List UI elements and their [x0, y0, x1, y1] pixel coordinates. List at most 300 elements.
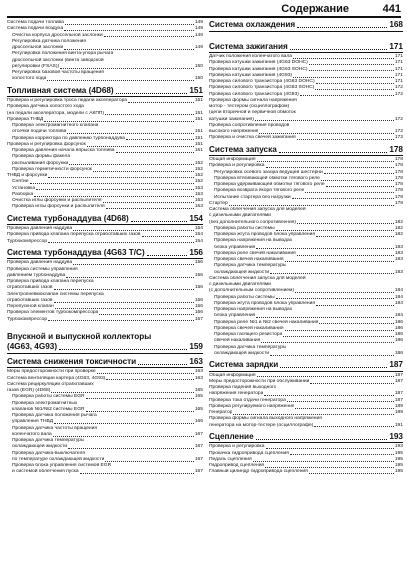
toc-entry-page: 186: [394, 332, 403, 337]
toc-entry-page: 186: [394, 325, 403, 331]
dot-leader: [283, 336, 394, 337]
dot-leader: [259, 133, 393, 134]
toc-entry-title: давлением турбонаддува: [7, 272, 66, 278]
toc-entry-title: Проверка регулируемого напряжения: [209, 403, 295, 409]
toc-entry-title: Проверка формы сигнала выходного напряжения: [209, 416, 322, 422]
toc-entry-page: 151: [194, 129, 203, 135]
section-page: 163: [189, 356, 203, 366]
dot-leader: [309, 64, 394, 65]
dot-leader: [86, 398, 194, 399]
toc-entry-title: Проверка датчика температуры: [214, 344, 287, 350]
toc-entry-title: Проверка давления наддува: [7, 260, 73, 266]
toc-entry-title: Очистка корпуса дроссельной заслонки: [12, 32, 103, 38]
toc-entry-page: 156: [194, 285, 203, 291]
toc-entry-page: 167: [194, 456, 203, 462]
dot-leader: [265, 467, 394, 468]
section-title: Система турбонаддува (4G63 T/C): [7, 247, 145, 257]
toc-entry-page: 191: [394, 422, 403, 428]
toc-entry-page: 178: [394, 163, 403, 169]
toc-entry-title: Проверка реле №1 и №2 свечей накаливания: [214, 319, 319, 325]
toc-entry-page: 173: [394, 135, 403, 141]
dot-leader: [69, 164, 194, 165]
section-title: Сцепление: [209, 431, 254, 441]
toc-entry-page: 151: [194, 135, 203, 141]
toc-entry-page: 154: [194, 232, 203, 238]
toc-entry-title: Проверка и очистка свечей зажигания: [209, 135, 296, 141]
toc-entry-title: с дизельными двигателями: [209, 282, 272, 287]
toc-entry-title: клапанов №1/№2 системы EGR: [12, 406, 85, 412]
dot-leader: [309, 70, 394, 71]
toc-entry-title: Датчик положения коленчатого вала: [209, 54, 292, 59]
toc-entry-title: Проверка датчика температуры: [214, 263, 287, 269]
toc-entry-title: Проверка датчика частоты вращения: [12, 425, 98, 431]
toc-entry-page: 153: [194, 204, 203, 210]
toc-entry-page: 149: [194, 45, 203, 50]
toc-entry-page: 183: [394, 250, 403, 256]
toc-entry-title: Регулировка осевого зазора ведущей шестерни: [214, 169, 323, 175]
dot-leader: [48, 242, 194, 243]
dot-leader: [54, 289, 194, 290]
toc-entry-page: 152: [194, 160, 203, 166]
dot-leader: [290, 49, 388, 50]
toc-entry-title: Проверка свечей накаливания: [214, 257, 284, 262]
dot-leader: [316, 83, 394, 84]
toc-entry-title: Проверка реле свечей накаливания: [214, 250, 296, 256]
dot-leader: [106, 208, 194, 209]
toc-entry-page: 178: [394, 175, 403, 181]
toc-entry-page: 172: [394, 116, 403, 122]
dot-leader: [34, 196, 194, 197]
toc-entry-title: Проверка сопротивления проводов: [209, 122, 290, 128]
toc-entry-page: 165: [194, 388, 203, 393]
toc-entry-title: Прокачка гидропривода сцепления: [209, 450, 289, 456]
dot-leader: [126, 139, 194, 140]
dot-leader: [270, 273, 394, 274]
dot-leader: [87, 146, 194, 147]
toc-entry-title: Проверка формы факела: [12, 154, 71, 160]
toc-entry-page: 186: [394, 338, 403, 344]
toc-entry-page: 195: [394, 463, 403, 468]
dot-leader: [64, 49, 194, 50]
dot-leader: [30, 183, 194, 184]
section-title: Впускной и выпускной коллекторы: [7, 331, 152, 341]
toc-entry-page: 153: [194, 198, 203, 203]
dot-leader: [68, 448, 194, 449]
toc-entry-title: (без дополнительного сопротивления): [209, 219, 296, 225]
dot-leader: [257, 376, 394, 377]
dot-leader: [67, 133, 193, 134]
toc-entry: [209, 469, 403, 475]
dot-leader: [276, 298, 394, 299]
toc-entry-title: Проверка жгута проводов блока управления: [214, 232, 316, 237]
page-header: [0, 0, 407, 18]
toc-entry-page: 189: [394, 403, 403, 409]
toc-entry-page: 184: [394, 313, 403, 319]
toc-entry-title: Проверка датчика холостого хода: [7, 104, 84, 110]
dot-leader: [287, 401, 394, 402]
toc-entry-page: 150: [194, 76, 203, 82]
toc-entry-title: высокого напряжения: [209, 129, 259, 134]
toc-entry-title: Проверка датчика температуры: [12, 438, 85, 443]
toc-entry-title: Снятие: [12, 179, 29, 185]
section-title: (4G63, 4G93): [7, 342, 58, 352]
toc-entry-page: 184: [394, 288, 403, 294]
toc-entry-title: Проверка свечей накаливания: [214, 325, 284, 331]
dot-leader: [285, 261, 394, 262]
toc-right-column: [209, 20, 403, 476]
toc-entry-title: Проверка датчика-выключателя: [12, 450, 85, 456]
toc-entry-page: 154: [194, 226, 203, 231]
dot-leader: [51, 392, 193, 393]
toc-entry-title: (цепи вторичной и первичной обмоток: [209, 110, 296, 116]
toc-entry-page: 189: [394, 410, 403, 415]
toc-entry-title: Генератор: [209, 410, 233, 415]
toc-entry-page: 167: [194, 444, 203, 450]
toc-entry-title: распыливания форсунки: [12, 160, 69, 166]
dot-leader: [295, 408, 393, 409]
toc-entry: [209, 423, 403, 429]
toc-entry-title: Проверка формы сигнала напряжения: [209, 97, 297, 103]
toc-entry-title: и системой облегчения пуска: [12, 469, 79, 475]
toc-entry-title: Электропневмоклапан системы перепуска: [7, 291, 104, 297]
toc-entry-page: 167: [194, 431, 203, 437]
toc-entry-title: (на педали акселератора, модели с АКПП): [7, 110, 104, 116]
dot-leader: [324, 173, 394, 174]
dot-leader: [53, 436, 194, 437]
section-heading: [209, 360, 403, 372]
toc-entry-page: 195: [394, 450, 403, 456]
toc-entry-title: Перепускной клапан: [7, 304, 54, 309]
toc-entry-page: 178: [394, 157, 403, 162]
section-heading: [7, 248, 203, 260]
toc-entry: [209, 351, 403, 357]
toc-entry-title: отработавших газов: [7, 297, 53, 303]
section-title: Топливная система (4D68): [7, 85, 114, 95]
dot-leader: [105, 114, 194, 115]
toc-entry-title: Проверка катушки зажигания (4G93): [209, 72, 293, 78]
toc-entry-page: 186: [394, 350, 403, 356]
toc-entry-page: 183: [394, 269, 403, 275]
dot-leader: [103, 202, 194, 203]
section-title: Система снижения токсичности: [7, 356, 137, 366]
dot-leader: [315, 89, 394, 90]
toc-entry-title: Проверка электромагнитных: [12, 400, 78, 406]
toc-entry-title: Меры предосторожности при обслуживании: [209, 378, 310, 384]
header-rule: [7, 16, 401, 18]
toc-entry-title: свечей накаливания: [214, 338, 261, 344]
toc-entry-title: Проверка падения выходного: [209, 385, 277, 390]
dot-leader: [257, 161, 394, 162]
toc-entry-title: Проверка давления наддува: [7, 226, 73, 231]
dot-leader: [60, 68, 194, 69]
toc-entry-page: 193: [394, 444, 403, 450]
toc-entry-page: 149: [194, 20, 203, 25]
toc-entry-title: Проверка силового транзистора (4G63 SOHC): [209, 85, 315, 91]
toc-entry-page: 187: [394, 378, 403, 384]
section-title: Система запуска: [209, 144, 277, 154]
dot-leader: [48, 177, 193, 178]
section-title-line2: [7, 342, 203, 354]
toc-entry-page: 179: [394, 200, 403, 206]
toc-entry-title: мотор - тестером (осциллографом): [209, 104, 290, 109]
section-page: 193: [389, 431, 403, 441]
toc-entry-title: Гидропривод сцепления: [209, 463, 265, 468]
dot-leader: [64, 30, 194, 31]
dot-leader: [321, 180, 394, 181]
toc-entry-title: Проверка работы системы EGR: [12, 394, 85, 400]
dot-leader: [314, 426, 394, 427]
toc-entry-title: дроссельной заслонки (винта заводской: [12, 57, 104, 63]
dot-leader: [59, 349, 187, 350]
section-title: Система турбонаддува (4D68): [7, 213, 129, 223]
toc-entry-title: отработавших газов: [7, 285, 53, 291]
toc-entry-title: Испытание стартера без нагрузки: [214, 194, 291, 200]
spacer: [7, 323, 203, 329]
toc-entry-title: Проверка катушки зажигания (4G63 SOHC): [209, 66, 308, 72]
toc-entry-title: катушки зажигания): [209, 116, 254, 122]
toc-entry-title: Проверка привода клапана перепуска: [7, 279, 94, 284]
section-heading: [7, 214, 203, 226]
dot-leader: [319, 323, 393, 324]
dot-leader: [316, 305, 394, 306]
toc-entry-title: Проверка возврата якоря тягового реле: [214, 188, 305, 194]
toc-entry-page: 171: [394, 66, 403, 72]
toc-entry-page: 171: [394, 54, 403, 59]
dot-leader: [279, 152, 388, 153]
toc-entry-title: Система вентиляции картера (4G63, 4G93): [7, 375, 106, 381]
toc-entry-page: 150: [194, 63, 203, 69]
dot-leader: [276, 230, 394, 231]
toc-entry-title: Проверка и регулировка: [209, 163, 265, 169]
dot-leader: [295, 292, 394, 293]
dot-leader: [128, 102, 194, 103]
toc-entry-title: Главный цилиндр гидропривода сцепления: [209, 469, 308, 475]
toc-entry-title: Очистка иглы форсунки и распылителя: [12, 198, 102, 203]
toc-entry-page: 178: [394, 182, 403, 187]
toc-entry-title: Педаль сцепления: [209, 456, 252, 462]
toc-entry-page: 152: [194, 166, 203, 172]
dot-leader: [264, 395, 394, 396]
section-heading: [209, 20, 403, 32]
section-page: 168: [389, 20, 403, 29]
dot-leader: [99, 314, 194, 315]
dot-leader: [66, 277, 194, 278]
section-title: Система зарядки: [209, 360, 279, 369]
dot-leader: [54, 302, 194, 303]
toc-entry-title: Проверка блока управления системой EGR: [12, 463, 112, 468]
toc-entry-page: 172: [394, 85, 403, 91]
toc-entry-page: 152: [194, 173, 203, 178]
toc-entry-title: холостого хода: [12, 76, 47, 82]
toc-entry-title: Проверка электромагнитного клапана: [12, 123, 99, 128]
dot-leader: [266, 167, 394, 168]
dot-leader: [285, 330, 394, 331]
toc-entry-title: Проверка и регулировка форсунок: [7, 141, 86, 147]
section-page: 154: [189, 213, 203, 223]
toc-entry-title: Проверка напряжения на выводах: [214, 238, 293, 244]
toc-entry-title: регулировки (FSAS)): [12, 63, 60, 69]
dot-leader: [326, 186, 394, 187]
toc-entry-page: 178: [394, 188, 403, 194]
dot-leader: [316, 236, 394, 237]
section-page: 187: [389, 360, 403, 369]
section-heading-two-line: [7, 332, 203, 354]
toc-entry-title: Система рециркуляции отработавших: [7, 381, 94, 387]
toc-entry-title: блока управления: [214, 313, 256, 319]
toc-entry-title: Проверка гасящего резистора: [214, 332, 283, 337]
toc-entry-title: охлаждающей жидкости: [214, 269, 270, 275]
toc-entry-page: 182: [394, 232, 403, 237]
dot-leader: [55, 308, 194, 309]
toc-entry-page: 149: [194, 26, 203, 32]
dot-leader: [48, 320, 194, 321]
toc-entry-title: генератора на мотор-тестере (осциллографе): [209, 422, 314, 428]
section-page: 171: [389, 41, 403, 51]
toc-entry-title: Система облегчения запуска для моделей: [209, 207, 306, 212]
toc-entry-title: Проверка привода клапана перепуска отработавших газов: [7, 232, 141, 238]
toc-entry-title: с дизельными двигателями: [209, 213, 272, 219]
dot-leader: [305, 192, 394, 193]
toc-entry-title: Стартер: [209, 200, 228, 206]
toc-entry-title: Общая информация: [209, 157, 256, 162]
dot-leader: [270, 355, 394, 356]
dot-leader: [104, 36, 194, 37]
toc-entry-page: 163: [194, 369, 203, 375]
dot-leader: [266, 448, 394, 449]
toc-entry-page: 163: [194, 375, 203, 381]
toc-entry-title: управления ТНВД: [12, 419, 54, 425]
toc-entry-title: (с дополнительным сопротивлением): [209, 288, 295, 294]
toc-entry-page: 171: [394, 72, 403, 78]
dot-leader: [147, 255, 188, 256]
toc-entry-title: Общая информация: [209, 372, 256, 378]
page-number: 441: [382, 3, 401, 15]
dot-leader: [65, 24, 194, 25]
dot-leader: [310, 383, 393, 384]
dot-leader: [297, 27, 387, 28]
dot-leader: [293, 58, 394, 59]
toc-entry-page: 156: [194, 310, 203, 316]
toc-entry-page: 151: [194, 141, 203, 147]
dot-leader: [142, 236, 194, 237]
toc-entry-page: 167: [194, 469, 203, 475]
toc-entry-title: Проверка катушки зажигания (4G63 DOHC): [209, 60, 308, 66]
toc-entry-title: Турбокомпрессор: [7, 316, 48, 322]
dot-leader: [255, 120, 394, 121]
page-title: Содержание: [281, 3, 349, 15]
toc-entry-title: блока управления: [214, 244, 256, 250]
toc-entry-title: Система подачи топлива: [7, 20, 64, 25]
toc-entry-page: 195: [394, 469, 403, 475]
toc-entry-page: 195: [394, 456, 403, 462]
toc-entry-page: 187: [394, 372, 403, 378]
toc-entry-page: 172: [394, 129, 403, 134]
toc-entry-page: 165: [194, 406, 203, 412]
toc-entry-page: 166: [194, 419, 203, 425]
toc-entry-page: 153: [194, 191, 203, 197]
toc-entry-title: Проверка работы системы: [214, 225, 275, 231]
toc-entry-page: 182: [394, 225, 403, 231]
toc-entry-title: Проверка жгута проводов блока управления: [214, 300, 316, 306]
toc-entry-page: 152: [194, 179, 203, 185]
toc-entry-title: Система подачи воздуха: [7, 26, 64, 32]
dot-leader: [80, 473, 194, 474]
dot-leader: [297, 255, 394, 256]
section-title-line1: [7, 332, 203, 343]
toc-entry-title: Регулировка базовой частоты вращения: [12, 70, 104, 75]
toc-entry: [209, 135, 403, 141]
dot-leader: [292, 198, 394, 199]
dot-leader: [73, 264, 194, 265]
toc-entry-page: 182: [394, 219, 403, 225]
toc-entry-title: Проверка силового транзистора (4G93): [209, 91, 299, 97]
toc-entry-title: Система облегчения запуска для моделей: [209, 275, 306, 281]
dot-leader: [300, 95, 394, 96]
toc-entry-page: 156: [194, 260, 203, 266]
dot-leader: [256, 439, 388, 440]
section-heading: [209, 145, 403, 157]
toc-entry-title: газов (EGR) (4D68): [7, 388, 51, 393]
toc-entry-title: Разборка: [12, 191, 34, 197]
toc-entry-page: 156: [194, 272, 203, 278]
toc-entry-page: 157: [194, 316, 203, 322]
dot-leader: [86, 411, 194, 412]
dot-leader: [233, 414, 393, 415]
toc-entry-title: Проверка силового транзистора (4G63 DOHC): [209, 79, 315, 84]
toc-entry-page: 165: [194, 394, 203, 400]
dot-leader: [297, 223, 394, 224]
dot-leader: [116, 93, 188, 94]
toc-entry-title: Проверка системы управления: [7, 266, 78, 272]
dot-leader: [293, 77, 394, 78]
section-page: 151: [189, 85, 203, 95]
toc-entry-title: Проверка втягивающей обмотки тягового реле: [214, 175, 320, 181]
toc-entry-title: охлаждающей жидкости: [214, 350, 270, 356]
dot-leader: [131, 221, 188, 222]
section-page: 156: [189, 247, 203, 257]
dot-leader: [290, 454, 394, 455]
dot-leader: [93, 171, 194, 172]
toc-entry-title: Проверка датчика положения рычага: [12, 413, 97, 418]
toc-left-column: [7, 20, 203, 476]
toc-entry-page: 151: [194, 116, 203, 122]
toc-entry-title: дроссельной заслонки: [12, 45, 64, 50]
section-heading: [7, 357, 203, 369]
toc-entry: [7, 239, 203, 245]
section-title: Система зажигания: [209, 41, 288, 51]
section-title: Система охлаждения: [209, 20, 296, 29]
dot-leader: [105, 461, 193, 462]
toc-entry-title: ТНВД и форсунки: [7, 173, 48, 178]
dot-leader: [116, 152, 194, 153]
toc-entry-title: Проверка и регулировка троса педали акселератора: [7, 98, 128, 103]
dot-leader: [229, 205, 394, 206]
toc-entry-page: 171: [394, 79, 403, 84]
dot-leader: [253, 461, 394, 462]
toc-entry-page: 153: [194, 185, 203, 191]
toc-entry-page: 151: [194, 110, 203, 116]
dot-leader: [297, 139, 394, 140]
toc-entry-title: Проверка иглы форсунки и распылителя: [12, 204, 105, 210]
toc-entry-title: охлаждающей жидкости: [12, 444, 68, 450]
dot-leader: [106, 379, 194, 380]
toc-entry-title: Проверка элементов турбокомпрессора: [7, 310, 99, 316]
toc-entry-page: 183: [394, 244, 403, 250]
dot-leader: [44, 121, 194, 122]
toc-entry-page: 154: [194, 238, 203, 244]
toc-entry-page: 172: [394, 91, 403, 97]
toc-entry-title: Проверка и регулировка: [209, 444, 265, 450]
